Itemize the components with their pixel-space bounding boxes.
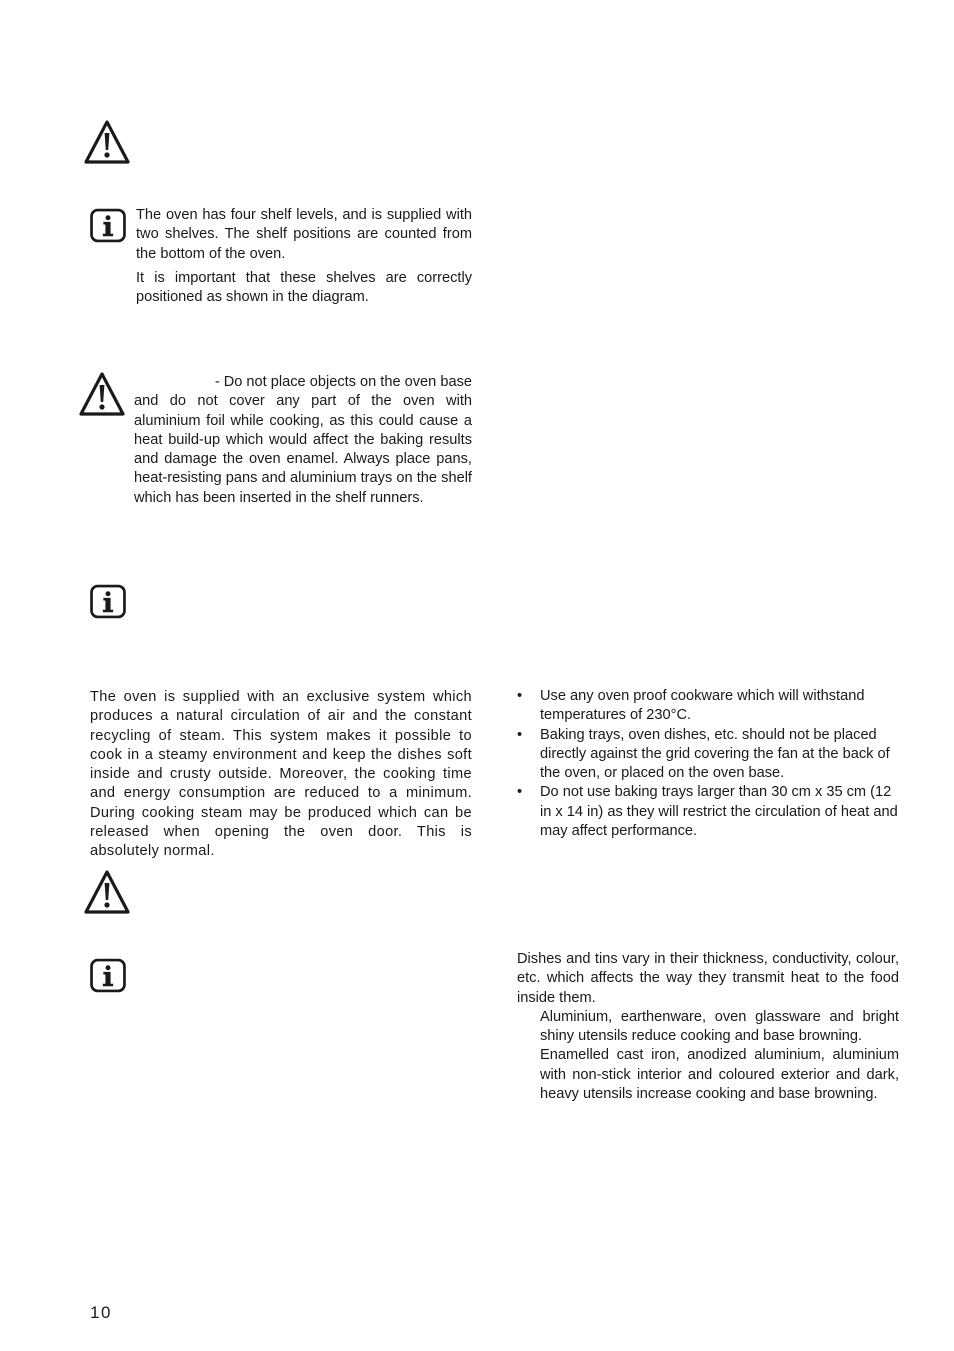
oven-base-warning	[134, 373, 472, 508]
info-i-icon	[89, 208, 127, 243]
dishes-intro-text: Dishes and tins vary in their thickness, conductivity, colour, etc. which affects the way they transmit heat to the food inside them.	[517, 951, 899, 1006]
warning-triangle-icon	[83, 870, 131, 914]
dishes-section	[517, 950, 899, 1104]
dishes-increase-text: Enamelled cast iron, anodized aluminium, aluminium with non-stick interior and coloured exterior and dark, heavy utensils increase cooking and base browning.	[540, 1047, 899, 1103]
shelf-position-text: It is important that these shelves are correctly positioned as shown in the diagram.	[136, 269, 472, 306]
cookware-bullet-list	[517, 687, 899, 841]
info-i-icon	[89, 584, 127, 619]
warning-triangle-icon	[78, 372, 126, 416]
page-number: 10	[90, 1303, 112, 1322]
shelf-levels-text: The oven has four shelf levels, and is supplied with two shelves. The shelf positions are counted from the bottom of the oven.	[136, 207, 472, 262]
warning-triangle-icon	[83, 120, 131, 164]
steam-system-text: The oven is supplied with an exclusive system which produces a natural circulation of air and the constant recycling of steam. This system makes it possible to cook in a steamy environment and keep the dishes soft inside and crusty outside. Moreover, the cooking time and energy consumption are reduced to a minimum. During cooking steam may be produced which can be released when opening the oven door. This is absolutely normal.	[90, 689, 472, 860]
shelf-levels-section	[136, 206, 472, 307]
list-item: • Baking trays, oven dishes, etc. should not be placed directly against the grid covering the fan at the back of the oven, or placed on the oven base.	[517, 726, 890, 782]
dishes-reduce-text: Aluminium, earthenware, oven glassware and bright shiny utensils reduce cooking and base browning.	[540, 1008, 899, 1045]
list-item: • Use any oven proof cookware which will withstand temperatures of 230°C.	[517, 688, 865, 724]
info-i-icon	[89, 958, 127, 993]
oven-base-warning-body: and do not cover any part of the oven with aluminium foil while cooking, as this could cause a heat build-up which would affect the baking results and damage the oven enamel. Always place pans, heat-resisting pans and aluminium trays on the shelf which has been inserted in the shelf runners.	[134, 393, 472, 506]
list-item: • Do not use baking trays larger than 30 cm x 35 cm (12 in x 14 in) as they will restrict the circulation of heat and may affect performance.	[517, 784, 898, 840]
oven-base-warning-lead: - Do not place objects on the oven base	[214, 374, 472, 390]
